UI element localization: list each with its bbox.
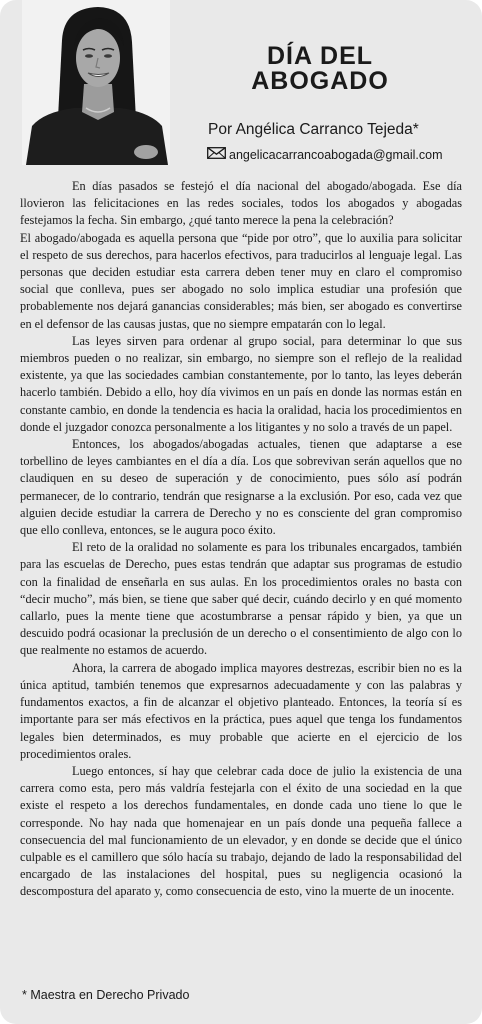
author-byline: Por Angélica Carranco Tejeda* <box>208 121 419 138</box>
article-paragraph: El reto de la oralidad no solamente es para los tribunales encargados, también para las escuelas de Derecho, pues estas tendrán que adaptar sus programas de estudio con la finalidad de enseñarla en sus aulas. En los procedimientos orales no basta con “decir mucho”, más bien, se tiene que saber qué decir, cuándo decirlo y en qué momento callarlo, pues la mente tiene que acostumbrarse a pensar rápido y bien, ya que un descuido podrá ocasionar la preclusión de un derecho o el consentimiento de algo con lo que realmente no estamos de acuerdo. <box>20 540 462 658</box>
article-title: DÍA DEL ABOGADO <box>251 42 389 95</box>
article-paragraph: Entonces, los abogados/abogadas actuales, tienen que adaptarse a ese torbellino de leyes cambiantes en el día a día. Los que sobrevivan serán aquellos que no claudiquen en su deseo de superación y de conocimiento, pues sólo así podrán permanecer, de lo contrario, tendrán que resignarse a la exclusión. Por eso, cada vez que alguien decide estudiar la carrera de Derecho y no es consciente del gran compromiso que ello conlleva, entonces, se le augura poco éxito. <box>20 437 462 538</box>
author-email-row <box>207 147 443 162</box>
author-email: angelicacarrancoabogada@gmail.com <box>229 147 443 162</box>
article-paragraph: En días pasados se festejó el día nacional del abogado/abogada. Ese día llovieron las felicitaciones en las redes sociales, todos los abogados y abogadas festejamos la fecha. Sin embargo, ¿qué tanto merece la pena la celebración? <box>20 179 462 228</box>
author-footnote: * Maestra en Derecho Privado <box>22 988 190 1002</box>
article-paragraph: El abogado/abogada es aquella persona que “pide por otro”, que lo auxilia para solicitar el respeto de sus derechos, para hacerlos efectivos, para traducirlos al lenguaje legal. Las personas que deciden estudiar esta carrera deben tener muy en claro el compromiso social que conlleva, pues ser abogado no solo implica estudiar una profesión que probablemente nos dejará ganancias considerables; más bien, ser abogado es convertirse en el defensor de las causas justas, que no siempre empatarán con lo legal. <box>20 230 462 331</box>
article-body <box>20 178 462 901</box>
envelope-icon <box>207 147 226 162</box>
article-paragraph: Las leyes sirven para ordenar al grupo social, para determinar lo que sus miembros pueden o no realizar, sin embargo, no siempre son el reflejo de la realidad existente, ya que las sociedades cambian constantemente, por lo tanto, las leyes deberán hacerlo también. Debido a ello, hoy día vivimos en un país en donde las normas están en constante cambio, en donde la tendencia es hacia la oralidad, hacia los procedimientos en donde el juzgador conozca personalmente a los litigantes y no solo a través de un papel. <box>20 333 462 434</box>
author-photo <box>22 0 170 165</box>
author-portrait-image <box>22 0 170 165</box>
article-paragraph: Ahora, la carrera de abogado implica mayores destrezas, escribir bien no es la única aptitud, también tenemos que expresarnos adecuadamente y con las palabras y fundamentos exactos, a fin de alcanzar el objetivo planteado. Entonces, la teoría sí es importante para ser más efectivos en la práctica, pues aquel que tenga los fundamentos legales bien determinados, es muy probable que acierte en el ejercicio de los procedimientos orales. <box>20 660 462 761</box>
article-paragraph: Luego entonces, sí hay que celebrar cada doce de julio la existencia de una carrera como esta, pero más valdría festejarla con el éxito de una sociedad en la que existe el respeto a los derechos fundamentales, en donde cada uno tiene lo que le corresponde. No hay nada que homenajear en un país donde una pequeña fallece a consecuencia del mal funcionamiento de un elevador, y en donde se decide que el único culpable es el camillero que sólo hacía su trabajo, dejando de lado la responsabilidad del encargado de las instalaciones del hospital, pues su negligencia ocasionó la descompostura del aparato y, como consecuencia de esto, vino la muerte de un inocente. <box>20 763 462 899</box>
